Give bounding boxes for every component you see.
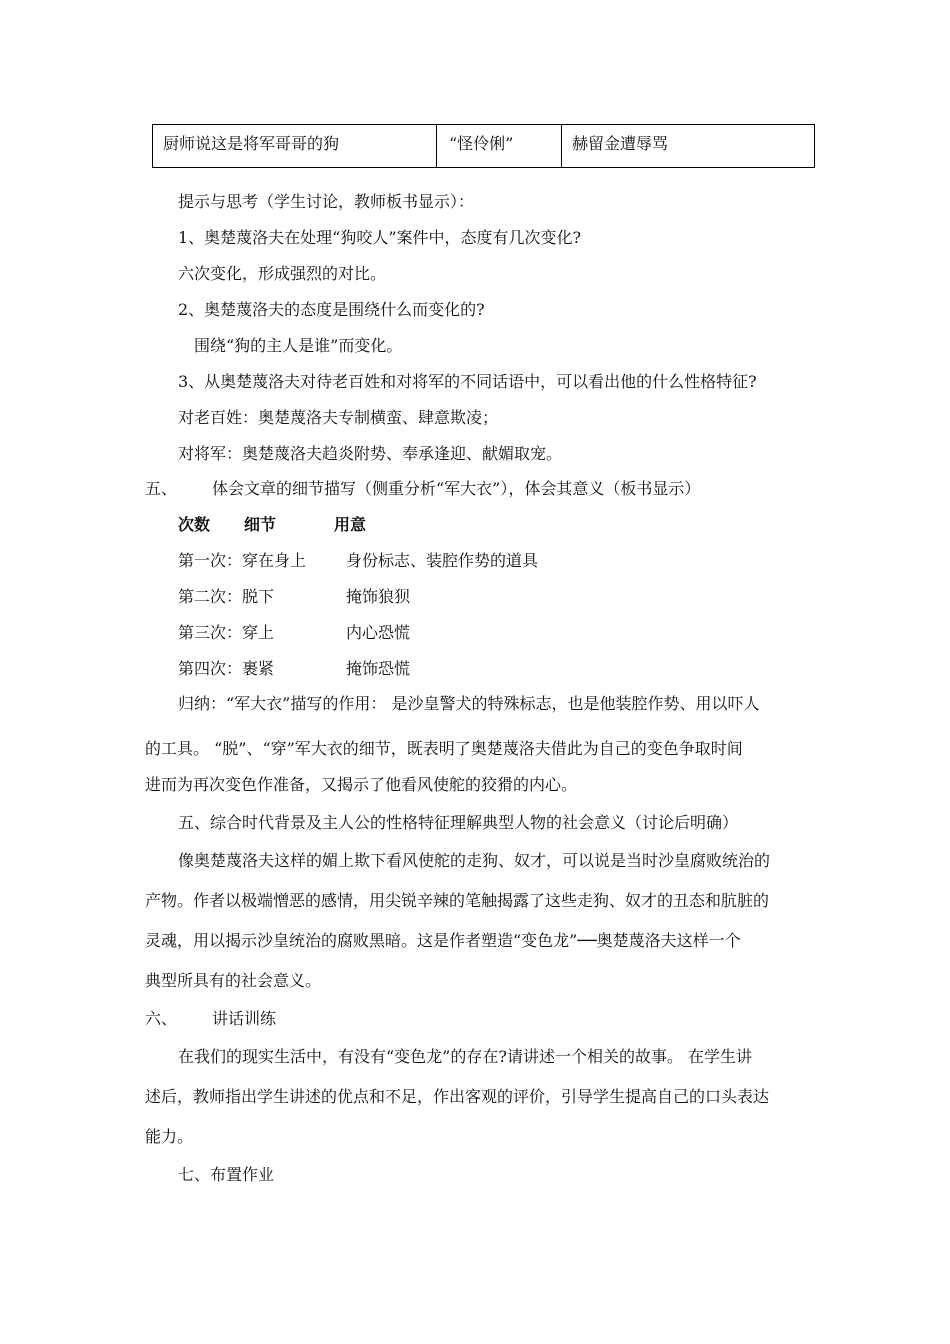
paragraph-3-line-3: 能力。 xyxy=(145,1127,194,1146)
detail-row-4: 第四次：裹紧 xyxy=(178,659,275,678)
paragraph-2-line-4: 典型所具有的社会意义。 xyxy=(145,971,322,990)
answer-2: 围绕“狗的主人是谁”而变化。 xyxy=(194,336,403,355)
hint-heading: 提示与思考（学生讨论，教师板书显示）： xyxy=(178,192,475,211)
column-header-detail: 细节 xyxy=(244,515,277,534)
question-2: 2、奥楚蔑洛夫的态度是围绕什么而变化的? xyxy=(178,300,485,319)
paragraph-2-line-1: 像奥楚蔑洛夫这样的媚上欺下看风使舵的走狗、奴才，可以说是当时沙皇腐败统治的 xyxy=(178,851,771,870)
detail-row-1-meaning: 身份标志、装腔作势的道具 xyxy=(346,551,539,570)
summary-line-1: 归纳：“军大衣”描写的作用： 是沙皇警犬的特殊标志，也是他装腔作势、用以吓人 xyxy=(178,694,760,713)
answer-3a: 对老百姓：奥楚蔑洛夫专制横蛮、肆意欺凌； xyxy=(178,408,499,427)
answer-1: 六次变化，形成强烈的对比。 xyxy=(178,264,387,283)
section-5-number: 五、 xyxy=(145,479,178,498)
detail-row-3-meaning: 内心恐慌 xyxy=(346,623,411,642)
paragraph-2-line-3: 灵魂，用以揭示沙皇统治的腐败黑暗。这是作者塑造“变色龙”──奥楚蔑洛夫这样一个 xyxy=(145,931,741,950)
section-7-heading: 七、布置作业 xyxy=(178,1165,275,1184)
detail-row-1: 第一次：穿在身上 xyxy=(178,551,307,570)
section-6-heading: 讲话训练 xyxy=(212,1009,277,1028)
detail-row-2-meaning: 掩饰狼狈 xyxy=(346,587,411,606)
paragraph-2-line-2: 产物。作者以极端憎恶的感情，用尖锐辛辣的笔触揭露了这些走狗、奴才的丑态和肮脏的 xyxy=(145,891,770,910)
table-cell: 厨师说这是将军哥哥的狗 xyxy=(153,125,437,168)
summary-line-3: 进而为再次变色作准备，又揭示了他看风使舵的狡猾的内心。 xyxy=(145,775,578,794)
detail-row-4-meaning: 掩饰恐慌 xyxy=(346,659,411,678)
table-cell: 赫留金遭辱骂 xyxy=(562,125,815,168)
section-6-number: 六、 xyxy=(145,1009,178,1028)
detail-row-2: 第二次：脱下 xyxy=(178,587,275,606)
question-1: 1、奥楚蔑洛夫在处理“狗咬人”案件中，态度有几次变化? xyxy=(178,228,582,247)
detail-table xyxy=(152,124,815,168)
section-5-heading: 体会文章的细节描写（侧重分析“军大衣”），体会其意义（板书显示） xyxy=(212,479,701,498)
column-header-count: 次数 xyxy=(178,515,211,534)
table-row xyxy=(153,125,815,168)
detail-row-3: 第三次：穿上 xyxy=(178,623,275,642)
column-header-meaning: 用意 xyxy=(334,515,367,534)
paragraph-3-line-1: 在我们的现实生活中，有没有“变色龙”的存在?请讲述一个相关的故事。 在学生讲 xyxy=(178,1047,753,1066)
table-cell: “怪伶俐” xyxy=(437,125,562,168)
summary-line-2: 的工具。 “脱”、“穿”军大衣的细节，既表明了奥楚蔑洛夫借此为自己的变色争取时间 xyxy=(145,739,743,758)
question-3: 3、从奥楚蔑洛夫对待老百姓和对将军的不同话语中，可以看出他的什么性格特征? xyxy=(178,372,757,391)
paragraph-3-line-2: 述后，教师指出学生讲述的优点和不足，作出客观的评价，引导学生提高自己的口头表达 xyxy=(145,1087,770,1106)
answer-3b: 对将军：奥楚蔑洛夫趋炎附势、奉承逢迎、献媚取宠。 xyxy=(178,444,563,463)
section-5b-heading: 五、综合时代背景及主人公的性格特征理解典型人物的社会意义（讨论后明确） xyxy=(178,813,739,832)
